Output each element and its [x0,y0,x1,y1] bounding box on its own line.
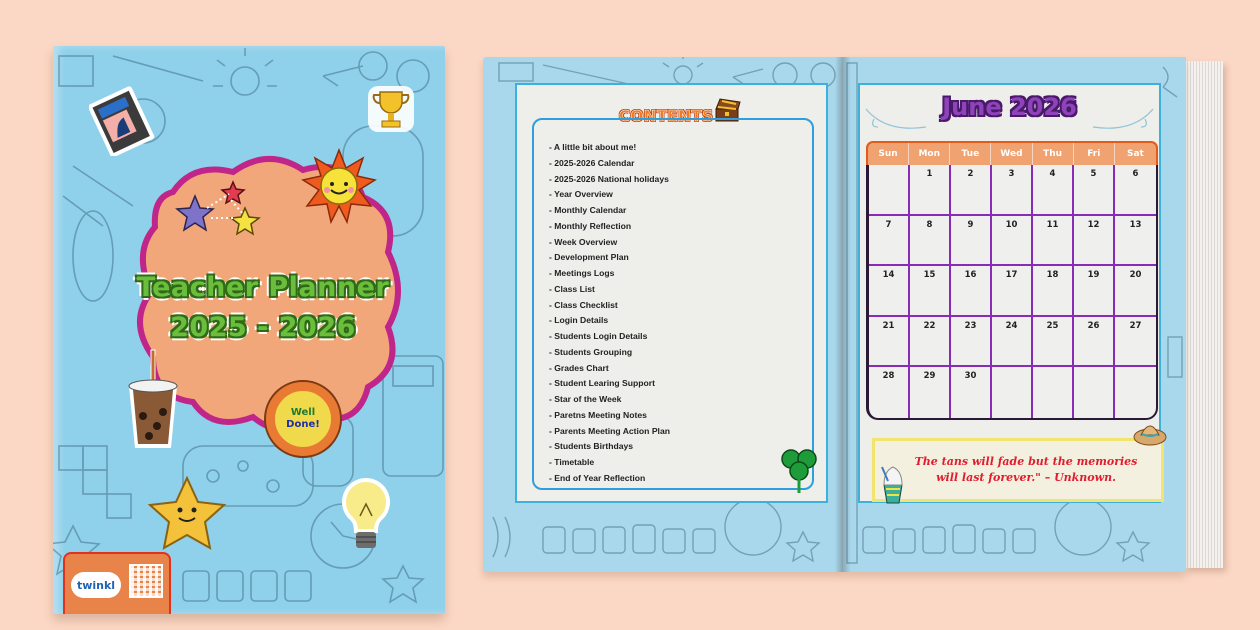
weekday-label: Sun [868,143,909,165]
contents-title: CONTENTS [619,107,714,125]
day-cell: 3 [992,165,1033,216]
twinkl-logo: twinkl [71,572,121,598]
day-cell: 28 [869,367,910,418]
quote-text: The tans will fade but the memories will last forever." – Unknown. [914,455,1138,484]
day-cell: 20 [1115,266,1156,317]
quote-box [872,438,1164,502]
day-cell: 23 [951,317,992,368]
weekday-label: Tue [950,143,991,165]
contents-item: - 2025-2026 Calendar [549,157,635,168]
day-cell [869,165,910,216]
calendar-days [866,165,1158,420]
day-cell: 21 [869,317,910,368]
weekday-header [866,141,1158,165]
day-cell: 25 [1033,317,1074,368]
contents-item: - End of Year Reflection [549,472,646,483]
star-icon [145,476,229,550]
page-edges [1185,61,1223,568]
book-spine-shadow [835,57,851,572]
day-cell: 24 [992,317,1033,368]
sun-hat-icon [1133,419,1167,447]
day-cell [1074,367,1115,418]
day-cell: 7 [869,216,910,267]
day-cell: 10 [992,216,1033,267]
calendar-page [843,57,1186,572]
ice-cream-icon [878,463,908,505]
weekday-label: Sat [1126,149,1144,159]
day-cell: 14 [869,266,910,317]
contents-item: - A little bit about me! [549,142,637,152]
well-done-badge [266,382,340,456]
contents-item: - Star of the Week [549,394,622,404]
weekday-label: Mon [909,143,950,165]
light-bulb-icon [338,476,394,560]
contents-item: - Monthly Calendar [549,205,627,215]
planner-cover [53,46,445,614]
day-cell: 2 [951,165,992,216]
day-cell: 17 [992,266,1033,317]
day-cell: 27 [1115,317,1156,368]
day-cell [1115,367,1156,418]
contents-item: - Class Checklist [549,299,618,310]
cover-title-line2: 2025 - 2026 [170,312,356,343]
trophy-icon [366,84,416,134]
contents-page [483,57,843,572]
day-cell: 8 [910,216,951,267]
contents-item: - Year Overview [549,189,613,200]
day-cell [992,367,1033,418]
day-cell: 4 [1033,165,1074,216]
shamrock-icon [779,445,819,493]
day-cell: 19 [1074,266,1115,317]
twinkl-brand-badge [63,552,171,614]
badge-text-well: Well [290,407,316,418]
day-cell: 6 [1115,165,1156,216]
contents-sheet [515,83,828,503]
day-cell: 1 [910,165,951,216]
weekday-label: Fri [1074,143,1115,165]
contents-item: - Timetable [549,457,595,467]
contents-item: - Parents Meeting Action Plan [549,425,670,436]
calendar-sheet [858,83,1161,503]
comic-book-icon [89,86,157,156]
day-cell [1033,367,1074,418]
contents-item: - Monthly Reflection [549,220,632,231]
contents-item: - Students Birthdays [549,441,634,452]
day-cell: 13 [1115,216,1156,267]
contents-item: - Paretns Meeting Notes [549,409,647,420]
day-cell: 9 [951,216,992,267]
day-cell: 16 [951,266,992,317]
day-cell: 12 [1074,216,1115,267]
contents-item: - Meetings Logs [549,268,615,278]
calendar-month-title: June 2026 [942,93,1077,121]
contents-item: - Students Grouping [549,346,633,357]
sun-icon [301,148,377,224]
day-cell: 5 [1074,165,1115,216]
contents-list-box [532,118,814,490]
day-cell: 22 [910,317,951,368]
contents-item: - Week Overview [549,236,618,247]
contents-item: - Grades Chart [549,362,609,373]
contents-list [549,140,670,487]
month-calendar-grid [866,141,1158,382]
open-planner-book [483,57,1223,572]
day-cell: 18 [1033,266,1074,317]
contents-item: - Student Learing Support [549,378,655,389]
day-cell: 26 [1074,317,1115,368]
day-cell: 29 [910,367,951,418]
day-cell: 30 [951,367,992,418]
contents-item: - 2025-2026 National holidays [549,173,669,184]
weekday-label: Thu [1033,143,1074,165]
contents-item: - Class List [549,283,595,294]
badge-text-done: Done! [286,419,320,430]
stars-icon [173,178,271,242]
weekday-label: Wed [991,143,1032,165]
cover-title-line1: Teacher Planner [136,272,390,303]
contents-item: - Login Details [549,315,609,326]
day-cell: 15 [910,266,951,317]
bubble-tea-icon [125,346,181,456]
day-cell: 11 [1033,216,1074,267]
contents-item: - Students Login Details [549,331,648,341]
contents-item: - Development Plan [549,252,629,263]
cover-title [113,268,413,348]
qr-code [129,564,163,598]
